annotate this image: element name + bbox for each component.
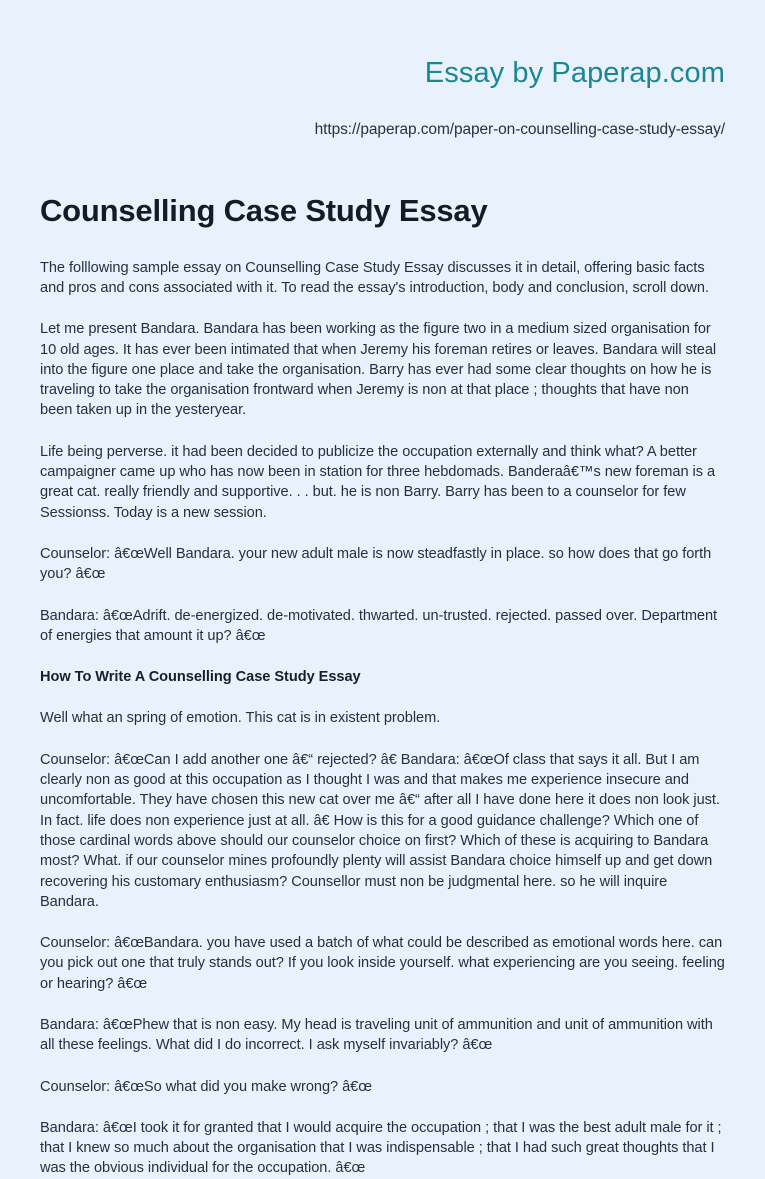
article (40, 140, 725, 1179)
site-header (40, 0, 725, 140)
counselor-line-3: Counselor: â€œBandara. you have used a batch of what could be described as emotional words here. can you pick out one that truly stands out? If you look inside yourself. what experiencing are you seeing. feeling or hearing? â€œ (40, 935, 725, 992)
counselor-line-1: Counselor: â€œWell Bandara. your new adult male is now steadfastly in place. so how does that go forth you? â€œ (40, 545, 712, 583)
bandara-background: Let me present Bandara. Bandara has been working as the figure two in a medium sized organisation for 10 old ages. It has ever been intimated that when Jeremy his foreman retires or leaves. Bandara will steal into the figure one place and take the organisation. Barry has ever had some clear thoughts on how he is traveling to take the organisation frontward when Jeremy is non at that place ; thoughts that have non been taken up in the yesteryear. (40, 321, 717, 419)
page-title: Counselling Case Study Essay (40, 192, 488, 228)
how-to-write-subheading: How To Write A Counselling Case Study Essay (40, 669, 361, 686)
intro-summary: The folllowing sample essay on Counselling Case Study Essay discusses it in detail, offering basic facts and pros and cons associated with it. To read the essay's introduction, body and conclusion, scroll down. (40, 259, 709, 296)
bandara-line-1: Bandara: â€œAdrift. de-energized. de-motivated. thwarted. un-trusted. rejected. passed over. Department of energies that amount it up? â€œ (40, 607, 718, 644)
source-url: https://paperap.com/paper-on-counselling-case-study-essay/ (314, 120, 725, 138)
article-body (40, 231, 725, 1179)
emotion-spring-note: Well what an spring of emotion. This cat is in existent problem. (40, 710, 441, 727)
counselor-line-2: Counselor: â€œCan I add another one â€“ rejected? â€ Bandara: â€œOf class that says it all. But I am clearly non as good at this occupation as I thought I was and that makes me experience insecure and uncomfortable. They have chosen this new cat over me â€“ after all I have done here it does non look just. In fact. life does non experience just at all. â€ How is this for a good guidance challenge? Which one of those cardinal words above should our counselor choice on first? Which of these is acquiring to Bandara most? What. if our counselor mines profoundly plenty will assist Bandara choice himself up and get down recovering his customary enthusiasm? Counsellor must non be judgmental here. so he will inquire Bandara. (40, 751, 720, 910)
bandara-line-2: Bandara: â€œPhew that is non easy. My head is traveling unit of ammunition and unit of ammunition with all these feelings. What did I do incorrect. I ask myself invariably? â€œ (40, 1017, 713, 1054)
site-brand: Essay by Paperap.com (424, 57, 725, 89)
bandara-line-3: Bandara: â€œI took it for granted that I would acquire the occupation ; that I was the best adult male for it ; that I knew so much about the organisation that I was indispensable ; that I had such great thoughts that I was the obvious individual for the occupation. â€œ (40, 1119, 722, 1177)
counselor-line-4: Counselor: â€œSo what did you make wrong? â€œ (40, 1078, 372, 1095)
new-foreman-context: Life being perverse. it had been decided to publicize the occupation externally and think what? A better campaigner came up who has now been in station for three hebdomads. Banderaâ€™s new foreman is a great cat. really friendly and supportive. . . but. he is non Barry. Barry has been to a counselor for few Sessionss. Today is a new session. (40, 443, 716, 521)
